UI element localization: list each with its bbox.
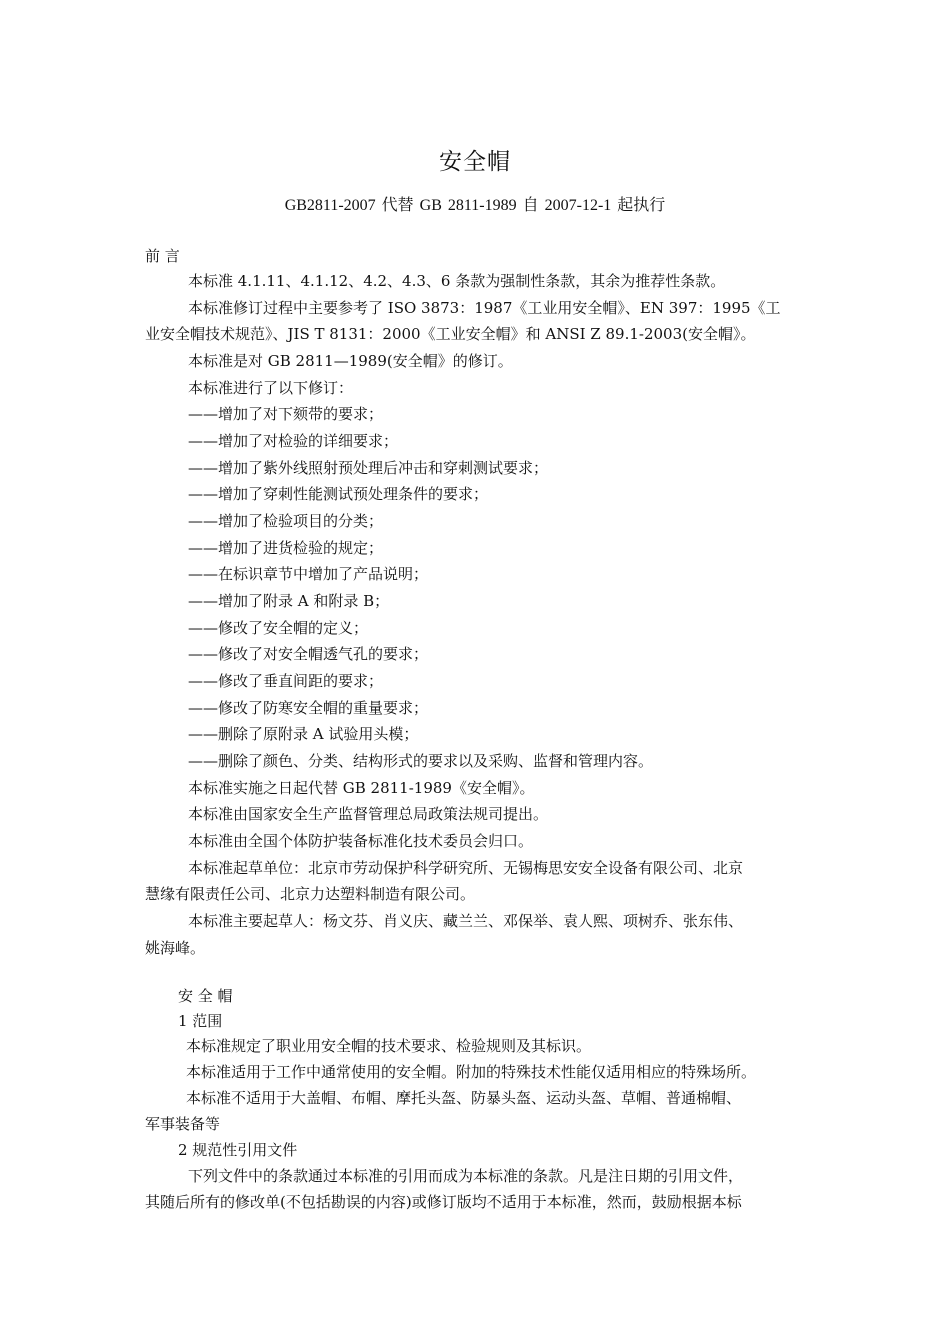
paragraph-line: 本标准由全国个体防护装备标准化技术委员会归口。 (188, 832, 534, 850)
paragraph-line: 本标准规定了职业用安全帽的技术要求、检验规则及其标识。 (186, 1037, 592, 1055)
list-item: ——修改了安全帽的定义； (188, 619, 369, 637)
document-title: 安全帽 (439, 149, 511, 175)
list-item: ——修改了垂直间距的要求； (188, 672, 384, 690)
paragraph-line: 本标准主要起草人：杨文芬、肖义庆、藏兰兰、邓保举、袁人熙、项树乔、张东伟、 (188, 912, 744, 930)
paragraph-line: 下列文件中的条款通过本标准的引用而成为本标准的条款。凡是注日期的引用文件， (188, 1167, 744, 1185)
paragraph-line: 慧缘有限责任公司、北京力达塑料制造有限公司。 (145, 885, 476, 903)
paragraph-line: 军事装备等 (145, 1115, 221, 1133)
list-item: ——增加了进货检验的规定； (188, 539, 384, 557)
section-title: 安 全 帽 (178, 987, 233, 1005)
paragraph-line: 本标准适用于工作中通常使用的安全帽。附加的特殊技术性能仅适用相应的特殊场所。 (186, 1063, 757, 1081)
list-item: ——删除了原附录 A 试验用头模； (188, 725, 419, 743)
paragraph-line: 本标准实施之日起代替 GB 2811-1989《安全帽》。 (188, 779, 535, 797)
paragraph-line: 本标准是对 GB 2811—1989(安全帽》的修订。 (188, 352, 513, 370)
list-item: ——在标识章节中增加了产品说明； (188, 565, 429, 583)
paragraph-line: 本标准由国家安全生产监督管理总局政策法规司提出。 (188, 805, 549, 823)
paragraph-line: 本标准 4.1.11、4.1.12、4.2、4.3、6 条款为强制性条款，其余为推荐性条款。 (188, 272, 726, 290)
paragraph-line: 其随后所有的修改单(不包括勘误的内容)或修订版均不适用于本标准，然而，鼓励根据本标 (145, 1193, 742, 1211)
section-heading: 2 规范性引用文件 (178, 1141, 298, 1159)
paragraph-line: 姚海峰。 (145, 939, 206, 957)
document-subtitle: GB2811-2007 代替 GB 2811-1989 自 2007-12-1 起执行 (284, 197, 666, 214)
list-item: ——修改了防寒安全帽的重量要求； (188, 699, 429, 717)
list-item: ——增加了对检验的详细要求； (188, 432, 399, 450)
paragraph-line: 本标准不适用于大盖帽、布帽、摩托头盔、防暴头盔、运动头盔、草帽、普通棉帽、 (186, 1089, 742, 1107)
foreword-heading: 前 言 (145, 247, 180, 265)
paragraph-line: 本标准起草单位：北京市劳动保护科学研究所、无锡梅思安安全设备有限公司、北京 (188, 859, 744, 877)
list-item: ——增加了附录 A 和附录 B； (188, 592, 390, 610)
section-heading: 1 范围 (178, 1012, 223, 1030)
paragraph-line: 业安全帽技术规范》、JIS T 8131：2000《工业安全帽》和 ANSI Z 89.1-2003(安全帽》。 (145, 325, 756, 343)
list-item: ——增加了穿刺性能测试预处理条件的要求； (188, 485, 489, 503)
list-item: ——增加了检验项目的分类； (188, 512, 384, 530)
list-item: ——删除了颜色、分类、结构形式的要求以及采购、监督和管理内容。 (188, 752, 654, 770)
list-item: ——增加了对下颏带的要求； (188, 405, 384, 423)
paragraph-line: 本标准进行了以下修订： (188, 379, 354, 397)
list-item: ——增加了紫外线照射预处理后冲击和穿刺测试要求； (188, 459, 549, 477)
list-item: ——修改了对安全帽透气孔的要求； (188, 645, 429, 663)
paragraph-line: 本标准修订过程中主要参考了 ISO 3873：1987《工业用安全帽》、EN 397：1995《工 (188, 299, 781, 317)
